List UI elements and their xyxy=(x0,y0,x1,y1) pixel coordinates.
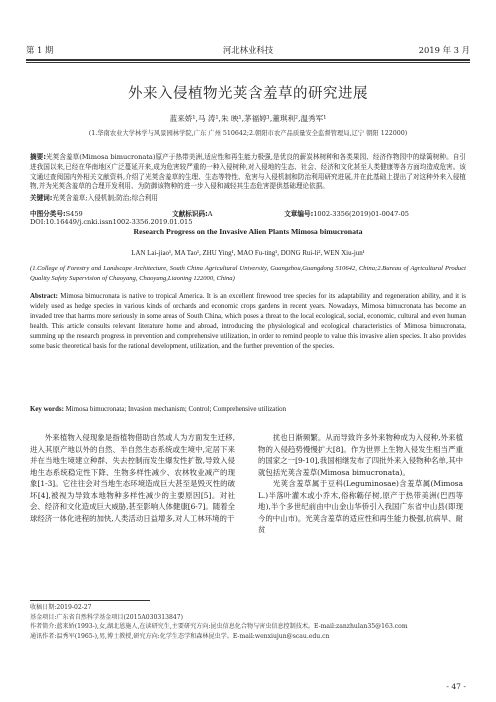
abstract-cn-label: 摘要: xyxy=(30,153,46,161)
running-header xyxy=(26,44,470,58)
clc-value: S459 xyxy=(65,210,83,218)
body-paragraph: 光荚含羞草属于豆科(Leguminosae)含羞草属(Mimosa L.)半落叶灌木或小乔木,俗称簕仔树,原产于热带美洲(巴西等地),半个多世纪前由中山金山华侨引入我国广东省中山县(即现今的中山市)。光荚含羞草的适应性和再生能力极强,抗病旱、耐贫 xyxy=(258,479,463,534)
abstract-en xyxy=(30,292,466,353)
issue-date: 2019 年 3 月 xyxy=(418,45,470,55)
body-paragraph: 外来植物入侵现象是指植物借助自然或人为方面发生迁移,进入其原产地以外的自然、半自然生态系统或生境中,定居下来并在当地生境建立种群、失去控制而发生爆发性扩散,导致入侵地生态系统稳定性下降、生物多样性减少、农林牧业减产的现象[1-3]。它往往会对当地生态环境造成巨大甚至是毁灭性的破坏[4],被视为导致本地物种多样性减少的主要原因[5]。对社会、经济和文化造成巨大威胁,甚至影响人体健康[6-7]。随着全球经济一体化进程的加快,人类活动日益增多,对人工林环境的干 xyxy=(30,433,235,523)
keywords-en-label: Key words: xyxy=(30,406,64,413)
affiliation-en: (1.College of Forestry and Landscape Architecture, South China Agricultural University, Guangzhou,Guangdong 510642, China;2.Bureau of Agricultural Product Quality Safety Supervision of Chaoyang, Chaoyang,Liaoning 122000, China) xyxy=(30,265,466,282)
keywords-en-text: Mimosa bimucronata; Invasion mechanism; Control; Comprehensive utilization xyxy=(65,406,287,413)
authors-en: LAN Lai-jiao¹, MA Tao¹, ZHU Ying¹, MAO Fu-ting¹, DONG Rui-li², WEN Xiu-jun¹ xyxy=(131,250,365,257)
affiliation-cn: (1.华南农业大学林学与风景园林学院,广东 广州 510642;2.朝阳市农产品质量安全监督管理局,辽宁 朝阳 122000) xyxy=(88,130,408,137)
journal-name: 河北林业科技 xyxy=(222,45,274,55)
authors-cn: 蓝来娇¹,马 涛¹,朱 映¹,茅福婷¹,董琪利²,温秀军¹ xyxy=(169,114,327,123)
article-no-label: 文章编号: xyxy=(284,210,314,218)
doi-value[interactable]: 10.16449/j.cnki.issn1002-3356.2019.01.015 xyxy=(45,218,193,226)
keywords-cn xyxy=(30,194,466,204)
doi-line xyxy=(30,218,192,226)
header-rule-thin xyxy=(26,62,470,63)
keywords-en xyxy=(30,406,466,413)
abstract-en-text: Mimosa bimucronata is native to tropical America. It is an excellent firewood tree species for its adaptability and regeneration ability, and it is widely used as hedge species in various kinds of orchards and economic crops gardens in recent years. Nowadays, Mimosa bimucronata has become an invaded tree that harms more seriously in some areas of South China, which poses a threat to the local ecological, social, economic, cultural and even human health. This article consults relevant literature home and abroad, introducing the physiological and ecological characteristics of Mimosa bimucronata, summing up the research progress in prevention and comprehensive utilization, in order to remind people to value this invasive alien species. It also provides some basic theoretical basis for the rational development, utilization, and the further prevention of the species. xyxy=(30,293,466,351)
body-paragraph: 扰也日渐频繁。从而导致许多外来物种成为入侵种,外来植物的入侵趋势慢慢扩大[8]。作为世界上生物入侵发生相当严重的国家之一[9-10],我国相继发布了四批外来入侵物种名单,其中就包括光荚含羞草(Mimosa bimucronata)。 xyxy=(258,433,463,477)
footnote-rule xyxy=(30,600,150,601)
abstract-cn xyxy=(30,153,466,192)
page-number: - 47 - xyxy=(446,682,466,691)
body-column-right xyxy=(258,432,463,536)
abstract-cn-text: 光荚含羞草(Mimosa bimucronata)原产于热带美洲,适应性和再生能力极强,是优良的薪炭林树种和各类果园、经济作物园中的绿篱树种。自引进我国以来,已经在华南地区广泛蔓延开来,成为危害较严重的一种入侵树种,对入侵地的生态、社会、经济和文化甚至人类健康等各方面均造成危害。该文通过查阅国内外相关文献资料,介绍了光荚含羞草的生理、生态等特性、危害与入侵机制和防治利用研究进展,并在此基础上提出了对这种外来入侵植物,并为光荚含羞草的合理开发利用、为防御该物种的进一步入侵和减轻其生态危害提供基础理论依据。 xyxy=(30,153,466,191)
doc-code-value: A xyxy=(207,210,213,218)
footnote-received: 收稿日期:2019-02-27 xyxy=(30,604,92,611)
doc-code-label: 文献标识码: xyxy=(172,210,208,218)
keywords-cn-text: 光荚含羞草;入侵机制;防治;综合利用 xyxy=(52,194,158,202)
keywords-cn-label: 关键词: xyxy=(30,194,53,202)
title-en: Research Progress on the Invasive Alien Plants Mimosa bimucronata xyxy=(133,227,363,236)
footnotes xyxy=(30,603,466,641)
article-title: 外来入侵植物光荚含羞草的研究进展 xyxy=(128,86,368,102)
footnote-fund: 基金项目:广东省自然科学基金项目(2015A030313847) xyxy=(30,613,184,621)
doi-label: DOI: xyxy=(30,218,46,226)
abstract-en-label: Abstract: xyxy=(30,293,58,300)
classification-line xyxy=(30,208,466,218)
clc-label: 中图分类号: xyxy=(30,210,66,218)
article-no-value: 1002-3356(2019)01-0047-05 xyxy=(313,210,409,218)
body-column-left xyxy=(30,432,235,524)
footnote-author: 作者简介:蓝来娇(1993-),女,湖北恩施人,在读研究生,主要研究方向:昆虫信息化合物与害虫信息控制技术。E-mail:zanzhulan35@163.com xyxy=(30,623,408,630)
footnote-corresponding: 通讯作者:温秀军(1965-),男,博士教授,研究方向:化学生态学和森林昆虫学。E-mail:wenxiujun@scau.edu.cn xyxy=(30,632,330,640)
header-rule-thick xyxy=(26,59,470,61)
issue-number: 第 1 期 xyxy=(26,45,54,55)
